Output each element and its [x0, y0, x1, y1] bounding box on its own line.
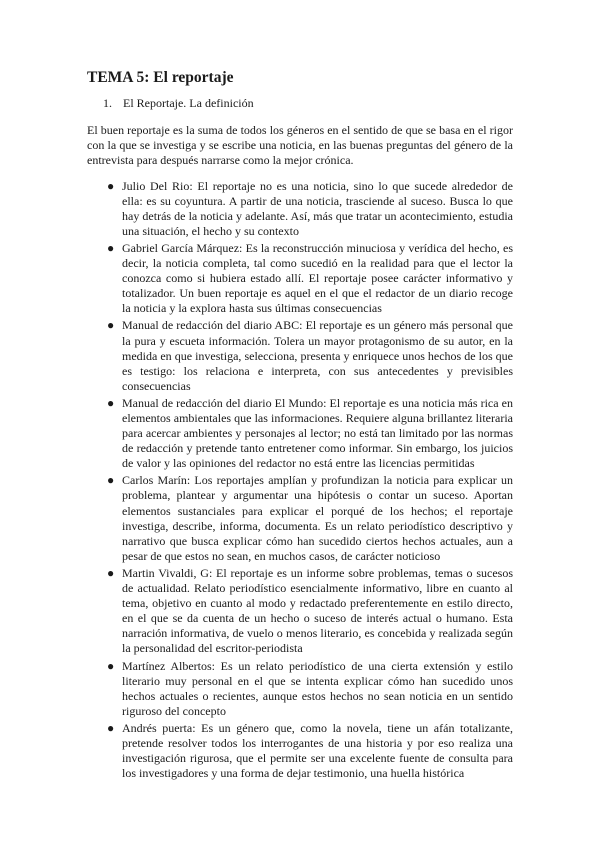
- list-item-carlos-marin: [107, 473, 513, 564]
- bullet-icon: ●: [107, 473, 115, 488]
- bullet-icon: ●: [107, 658, 115, 673]
- section-label: El Reportaje. La definición: [123, 96, 254, 110]
- list-item-garcia-marquez: [107, 241, 513, 316]
- bullet-icon: ●: [107, 240, 115, 255]
- list-item-martin-vivaldi: [107, 566, 513, 657]
- list-item-martinez-albertos: [107, 659, 513, 719]
- list-item-abc: [107, 318, 513, 393]
- list-item-text: Martínez Albertos: Es un relato periodístico de una cierta extensión y estilo literario muy personal en el que se intenta explicar cómo han sucedido unos hechos actuales o recientes, aunque estos hechos no sean noticia en un sentido riguroso del concepto: [122, 658, 513, 718]
- intro-paragraph: El buen reportaje es la suma de todos los géneros en el sentido de que se basa en el rigor con la que se investiga y se escribe una noticia, en las buenas preguntas del género de la entrevista para después narrarse como la mejor crónica.: [87, 123, 513, 168]
- list-item-text: Gabriel García Márquez: Es la reconstrucción minuciosa y verídica del hecho, es decir, la noticia completa, tal como sucedió en la realidad para que el lector la conozca como si hubiera estado allí. El reportaje posee carácter informativo y totalizador. Un buen reportaje es aquel en el que el redactor de un diario recoge la noticia y la explora hasta sus últimas consecuencias: [122, 240, 513, 316]
- bullet-icon: ●: [107, 318, 115, 333]
- list-item-el-mundo: [107, 396, 513, 471]
- bullet-icon: ●: [107, 395, 115, 410]
- page-title: TEMA 5: El reportaje: [87, 69, 234, 86]
- list-item-text: Andrés puerta: Es un género que, como la novela, tiene un afán totalizante, pretende resolver todos los interrogantes de una historia y por eso realiza una investigación rigurosa, que el permite ser una excelente fuente de consulta para los investigadores y una forma de dejar testimonio, una huella histórica: [122, 720, 513, 781]
- list-item-text: Manual de redacción del diario El Mundo: El reportaje es una noticia más rica en elementos ambientales que las informaciones. Requiere alguna brillantez literaria para acercar ambientes y personajes al lector; no está tan limitado por las normas de redacción y pretende tanto entretener como informar. Sin embargo, los juicios de valor y las opiniones del redactor no está entre las licencias permitidas: [122, 395, 513, 471]
- section-heading: [103, 96, 513, 111]
- bullet-icon: ●: [107, 565, 115, 580]
- definitions-list: [87, 179, 513, 782]
- list-item-text: Julio Del Rio: El reportaje no es una noticia, sino lo que sucede alrededor de ella: es su coyuntura. A partir de una noticia, trasciende al suceso. Busca lo que hay detrás de la noticia y adelante. Así, más que tratar un acontecimiento, estudia una situación, el hecho y su contexto: [122, 178, 513, 238]
- section-number: 1.: [103, 96, 112, 110]
- list-item-julio-del-rio: [107, 179, 513, 239]
- list-item-text: Manual de redacción del diario ABC: El reportaje es un género más personal que la pura y escueta información. Tolera un mayor protagonismo de su autor, en la medida en que investiga, selecciona, presenta y enriquece unos hechos de los que es testigo: los relaciona e interpreta, con sus antecedentes y previsibles consecuencias: [122, 318, 513, 393]
- list-item-text: Carlos Marín: Los reportajes amplían y profundizan la noticia para explicar un problema, plantear y argumentar una hipótesis o contar un suceso. Aportan elementos sustanciales para explicar el porqué de los hechos; el reportaje investiga, describe, informa, documenta. Es un relato periodístico descriptivo y narrativo que busca explicar cómo han sucedido ciertos hechos actuales, aun a pesar de que estos no sean, en muchos casos, de carácter noticioso: [122, 473, 513, 563]
- bullet-icon: ●: [107, 720, 115, 735]
- list-item-text: Martin Vivaldi, G: El reportaje es un informe sobre problemas, temas o sucesos de actualidad. Relato periodístico esencialmente informativo, libre en cuanto al tema, objetivo en cuanto al modo y redactado preferentemente en estilo directo, en el que se da cuenta de un hecho o suceso de interés actual o humano. Esta narración informativa, de vuelo o menos literario, es concebida y realizada según la personalidad del escritor-periodista: [122, 565, 513, 656]
- bullet-icon: ●: [107, 178, 115, 193]
- list-item-andres-puerta: [107, 721, 513, 781]
